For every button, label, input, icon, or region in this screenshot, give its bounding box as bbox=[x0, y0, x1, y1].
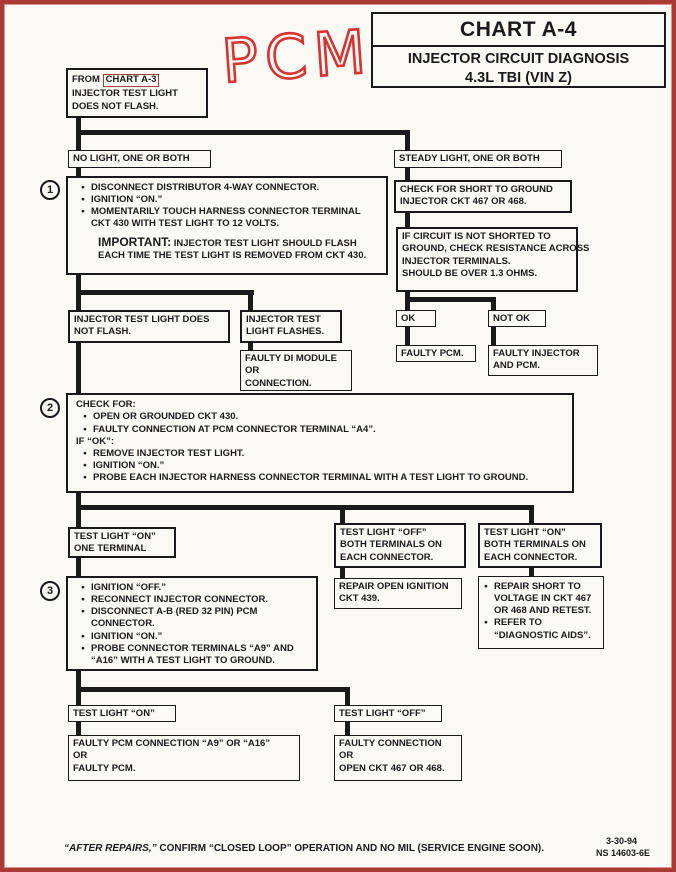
faulty-pcm-box bbox=[396, 345, 476, 362]
text-line: OPEN CKT 467 OR 468. bbox=[339, 762, 445, 774]
text-line: OR bbox=[73, 750, 88, 762]
step-2-bullet: ● OPEN OR GROUNDED CKT 430. bbox=[82, 411, 564, 423]
step-1-bullet: ● DISCONNECT DISTRIBUTOR 4-WAY CONNECTOR. bbox=[80, 182, 380, 194]
step-3-bullet: ● PROBE CONNECTOR TERMINALS “A9” AND “A16” WITH A TEST LIGHT TO GROUND. bbox=[80, 643, 310, 667]
result-no-flash-box bbox=[68, 310, 230, 343]
faulty-di-module-box bbox=[240, 350, 352, 391]
connector-line bbox=[76, 505, 534, 510]
result-on-both-box bbox=[478, 523, 602, 568]
step-3-circle bbox=[40, 581, 60, 601]
if-ok-label: IF “OK”: bbox=[76, 435, 114, 447]
connector-line bbox=[405, 168, 410, 180]
text-line: FAULTY INJECTOR bbox=[493, 348, 580, 359]
connector-line bbox=[405, 297, 496, 302]
result-not-ok-label: NOT OK bbox=[493, 313, 530, 324]
text-line: ONE TERMINAL bbox=[74, 543, 147, 555]
connector-line bbox=[76, 168, 81, 176]
text-line: EACH CONNECTOR. bbox=[340, 551, 434, 563]
revision-date: 3-30-94 bbox=[606, 836, 638, 846]
text-line: OR bbox=[339, 750, 354, 762]
faulty-connection-box bbox=[334, 735, 462, 781]
text-line: IF CIRCUIT IS NOT SHORTED TO bbox=[402, 231, 551, 242]
connector-line bbox=[405, 327, 410, 345]
text-line: TEST LIGHT “ON” bbox=[484, 527, 566, 538]
step-2-bullet: ● FAULTY CONNECTION AT PCM CONNECTOR TERMINAL “A4”. bbox=[82, 424, 564, 436]
text-line: FAULTY DI MODULE bbox=[245, 353, 338, 364]
chart-a3-reference: CHART A-3 bbox=[103, 74, 160, 87]
connector-line bbox=[248, 290, 253, 310]
text-line: BOTH TERMINALS ON bbox=[340, 539, 442, 551]
faulty-injector-box bbox=[488, 345, 598, 376]
connector-line bbox=[76, 558, 81, 576]
result-ok-box bbox=[396, 310, 436, 327]
branch-no-light-label: NO LIGHT, ONE OR BOTH bbox=[73, 153, 190, 164]
result-flashes-box bbox=[240, 310, 342, 343]
step-1-number: 1 bbox=[46, 184, 54, 196]
text-line: CONNECTION. bbox=[245, 377, 312, 389]
aids-bullet: ● REPAIR SHORT TO VOLTAGE IN CKT 467 OR 468 AND RETEST. bbox=[483, 581, 599, 617]
step-3-box bbox=[66, 576, 318, 671]
chart-subtitle-line2: 4.3L TBI (VIN Z) bbox=[465, 69, 572, 86]
connector-line bbox=[529, 568, 534, 576]
pcm-handwriting-text: PCM bbox=[219, 16, 376, 98]
text-line: FAULTY PCM CONNECTION “A9” OR “A16” bbox=[73, 738, 271, 749]
from-label: FROM bbox=[72, 74, 100, 85]
after-repairs-emphasis: “AFTER REPAIRS,” bbox=[64, 843, 157, 854]
start-box bbox=[66, 68, 208, 118]
important-label: IMPORTANT: bbox=[98, 234, 172, 249]
final-test-on-label: TEST LIGHT “ON” bbox=[73, 708, 155, 719]
check-for-label: CHECK FOR: bbox=[76, 399, 136, 410]
connector-line bbox=[340, 505, 345, 523]
step-3-bullet: ● IGNITION “OFF.” bbox=[80, 582, 310, 594]
step-3-number: 3 bbox=[46, 585, 54, 597]
connector-line bbox=[340, 568, 345, 578]
important-text: INJECTOR TEST LIGHT SHOULD FLASH EACH TIME THE TEST LIGHT IS REMOVED FROM CKT 430. bbox=[98, 237, 367, 262]
result-ok-label: OK bbox=[401, 313, 416, 324]
text-line: OR bbox=[245, 365, 260, 377]
text-line: INJECTOR TEST bbox=[246, 314, 321, 325]
step-3-bullet: ● RECONNECT INJECTOR CONNECTOR. bbox=[80, 594, 310, 606]
branch-steady-light-label: STEADY LIGHT, ONE OR BOTH bbox=[399, 153, 540, 164]
final-test-off-label: TEST LIGHT “OFF” bbox=[339, 708, 426, 719]
start-line2: INJECTOR TEST LIGHT bbox=[72, 87, 178, 99]
text-line: CKT 439. bbox=[339, 593, 380, 605]
step-1-box bbox=[66, 176, 388, 275]
connector-line bbox=[491, 327, 496, 345]
step-2-bullet: ● PROBE EACH INJECTOR HARNESS CONNECTOR TERMINAL WITH A TEST LIGHT TO GROUND. bbox=[82, 472, 564, 484]
step-1-bullet: ● IGNITION “ON.” bbox=[80, 194, 380, 206]
step-2-bullet: ● IGNITION “ON.” bbox=[82, 460, 564, 472]
connector-line bbox=[76, 493, 81, 527]
connector-line bbox=[405, 130, 410, 150]
connector-line bbox=[76, 130, 410, 135]
step-2-box bbox=[66, 393, 574, 493]
final-test-on-box bbox=[68, 705, 176, 722]
text-line: FAULTY PCM. bbox=[73, 762, 136, 774]
text-line: INJECTOR TEST LIGHT DOES bbox=[74, 314, 210, 325]
step-1-circle bbox=[40, 180, 60, 200]
step-3-bullet: ● IGNITION “ON.” bbox=[80, 631, 310, 643]
step-2-bullet: ● REMOVE INJECTOR TEST LIGHT. bbox=[82, 448, 564, 460]
connector-line bbox=[76, 722, 81, 735]
result-not-ok-box bbox=[488, 310, 546, 327]
result-off-both-box bbox=[334, 523, 466, 568]
diagnostic-aids-box bbox=[478, 576, 604, 649]
text-line: INJECTOR TERMINALS. bbox=[402, 255, 511, 267]
text-line: BOTH TERMINALS ON bbox=[484, 539, 586, 551]
step-2-number: 2 bbox=[46, 402, 54, 414]
connector-line bbox=[76, 343, 81, 393]
connector-line bbox=[345, 687, 350, 705]
connector-line bbox=[76, 687, 350, 692]
text-line: LIGHT FLASHES. bbox=[246, 326, 325, 338]
text-line: CHECK FOR SHORT TO GROUND bbox=[400, 184, 553, 195]
text-line: SHOULD BE OVER 1.3 OHMS. bbox=[402, 268, 538, 280]
text-line: EACH CONNECTOR. bbox=[484, 551, 578, 563]
after-repairs-note bbox=[64, 843, 584, 854]
branch-steady-light-box bbox=[394, 150, 562, 168]
text-line: INJECTOR CKT 467 OR 468. bbox=[400, 196, 527, 208]
connector-line bbox=[491, 297, 496, 310]
important-note bbox=[74, 235, 380, 263]
step-3-bullet: ● DISCONNECT A-B (RED 32 PIN) PCM CONNECTOR. bbox=[80, 606, 310, 630]
check-short-box bbox=[394, 180, 572, 213]
text-line: REPAIR OPEN IGNITION bbox=[339, 581, 449, 592]
connector-line bbox=[248, 343, 253, 350]
text-line: FAULTY CONNECTION bbox=[339, 738, 442, 749]
start-line3: DOES NOT FLASH. bbox=[72, 101, 159, 113]
chart-subtitle-line1: INJECTOR CIRCUIT DIAGNOSIS bbox=[407, 51, 630, 67]
repair-open-ignition-box bbox=[334, 578, 462, 609]
chart-title: CHART A-4 bbox=[373, 14, 664, 47]
text-line: TEST LIGHT “OFF” bbox=[340, 527, 427, 538]
step-1-bullet: ● MOMENTARILY TOUCH HARNESS CONNECTOR TERMINAL CKT 430 WITH TEST LIGHT TO 12 VOLTS. bbox=[80, 206, 380, 230]
pcm-handwriting bbox=[211, 5, 417, 109]
faulty-pcm-label: FAULTY PCM. bbox=[401, 348, 464, 359]
text-line: NOT FLASH. bbox=[74, 326, 131, 338]
connector-line bbox=[405, 213, 410, 227]
after-repairs-text: CONFIRM “CLOSED LOOP” OPERATION AND NO MIL (SERVICE ENGINE SOON). bbox=[156, 843, 545, 854]
connector-line bbox=[76, 290, 254, 295]
faulty-pcm-connection-box bbox=[68, 735, 300, 781]
branch-no-light-box bbox=[68, 150, 211, 168]
document-id-block bbox=[596, 835, 650, 859]
result-on-one-terminal-box bbox=[68, 527, 176, 558]
check-resistance-box bbox=[396, 227, 590, 292]
connector-line bbox=[345, 722, 350, 735]
connector-line bbox=[529, 505, 534, 523]
final-test-off-box bbox=[334, 705, 442, 722]
text-line: TEST LIGHT “ON” bbox=[74, 531, 156, 542]
text-line: AND PCM. bbox=[493, 360, 540, 372]
text-line: GROUND, CHECK RESISTANCE ACROSS bbox=[402, 243, 590, 255]
aids-bullet: ● REFER TO “DIAGNOSTIC AIDS”. bbox=[483, 617, 599, 641]
step-2-circle bbox=[40, 398, 60, 418]
document-number: NS 14603-6E bbox=[596, 848, 651, 859]
